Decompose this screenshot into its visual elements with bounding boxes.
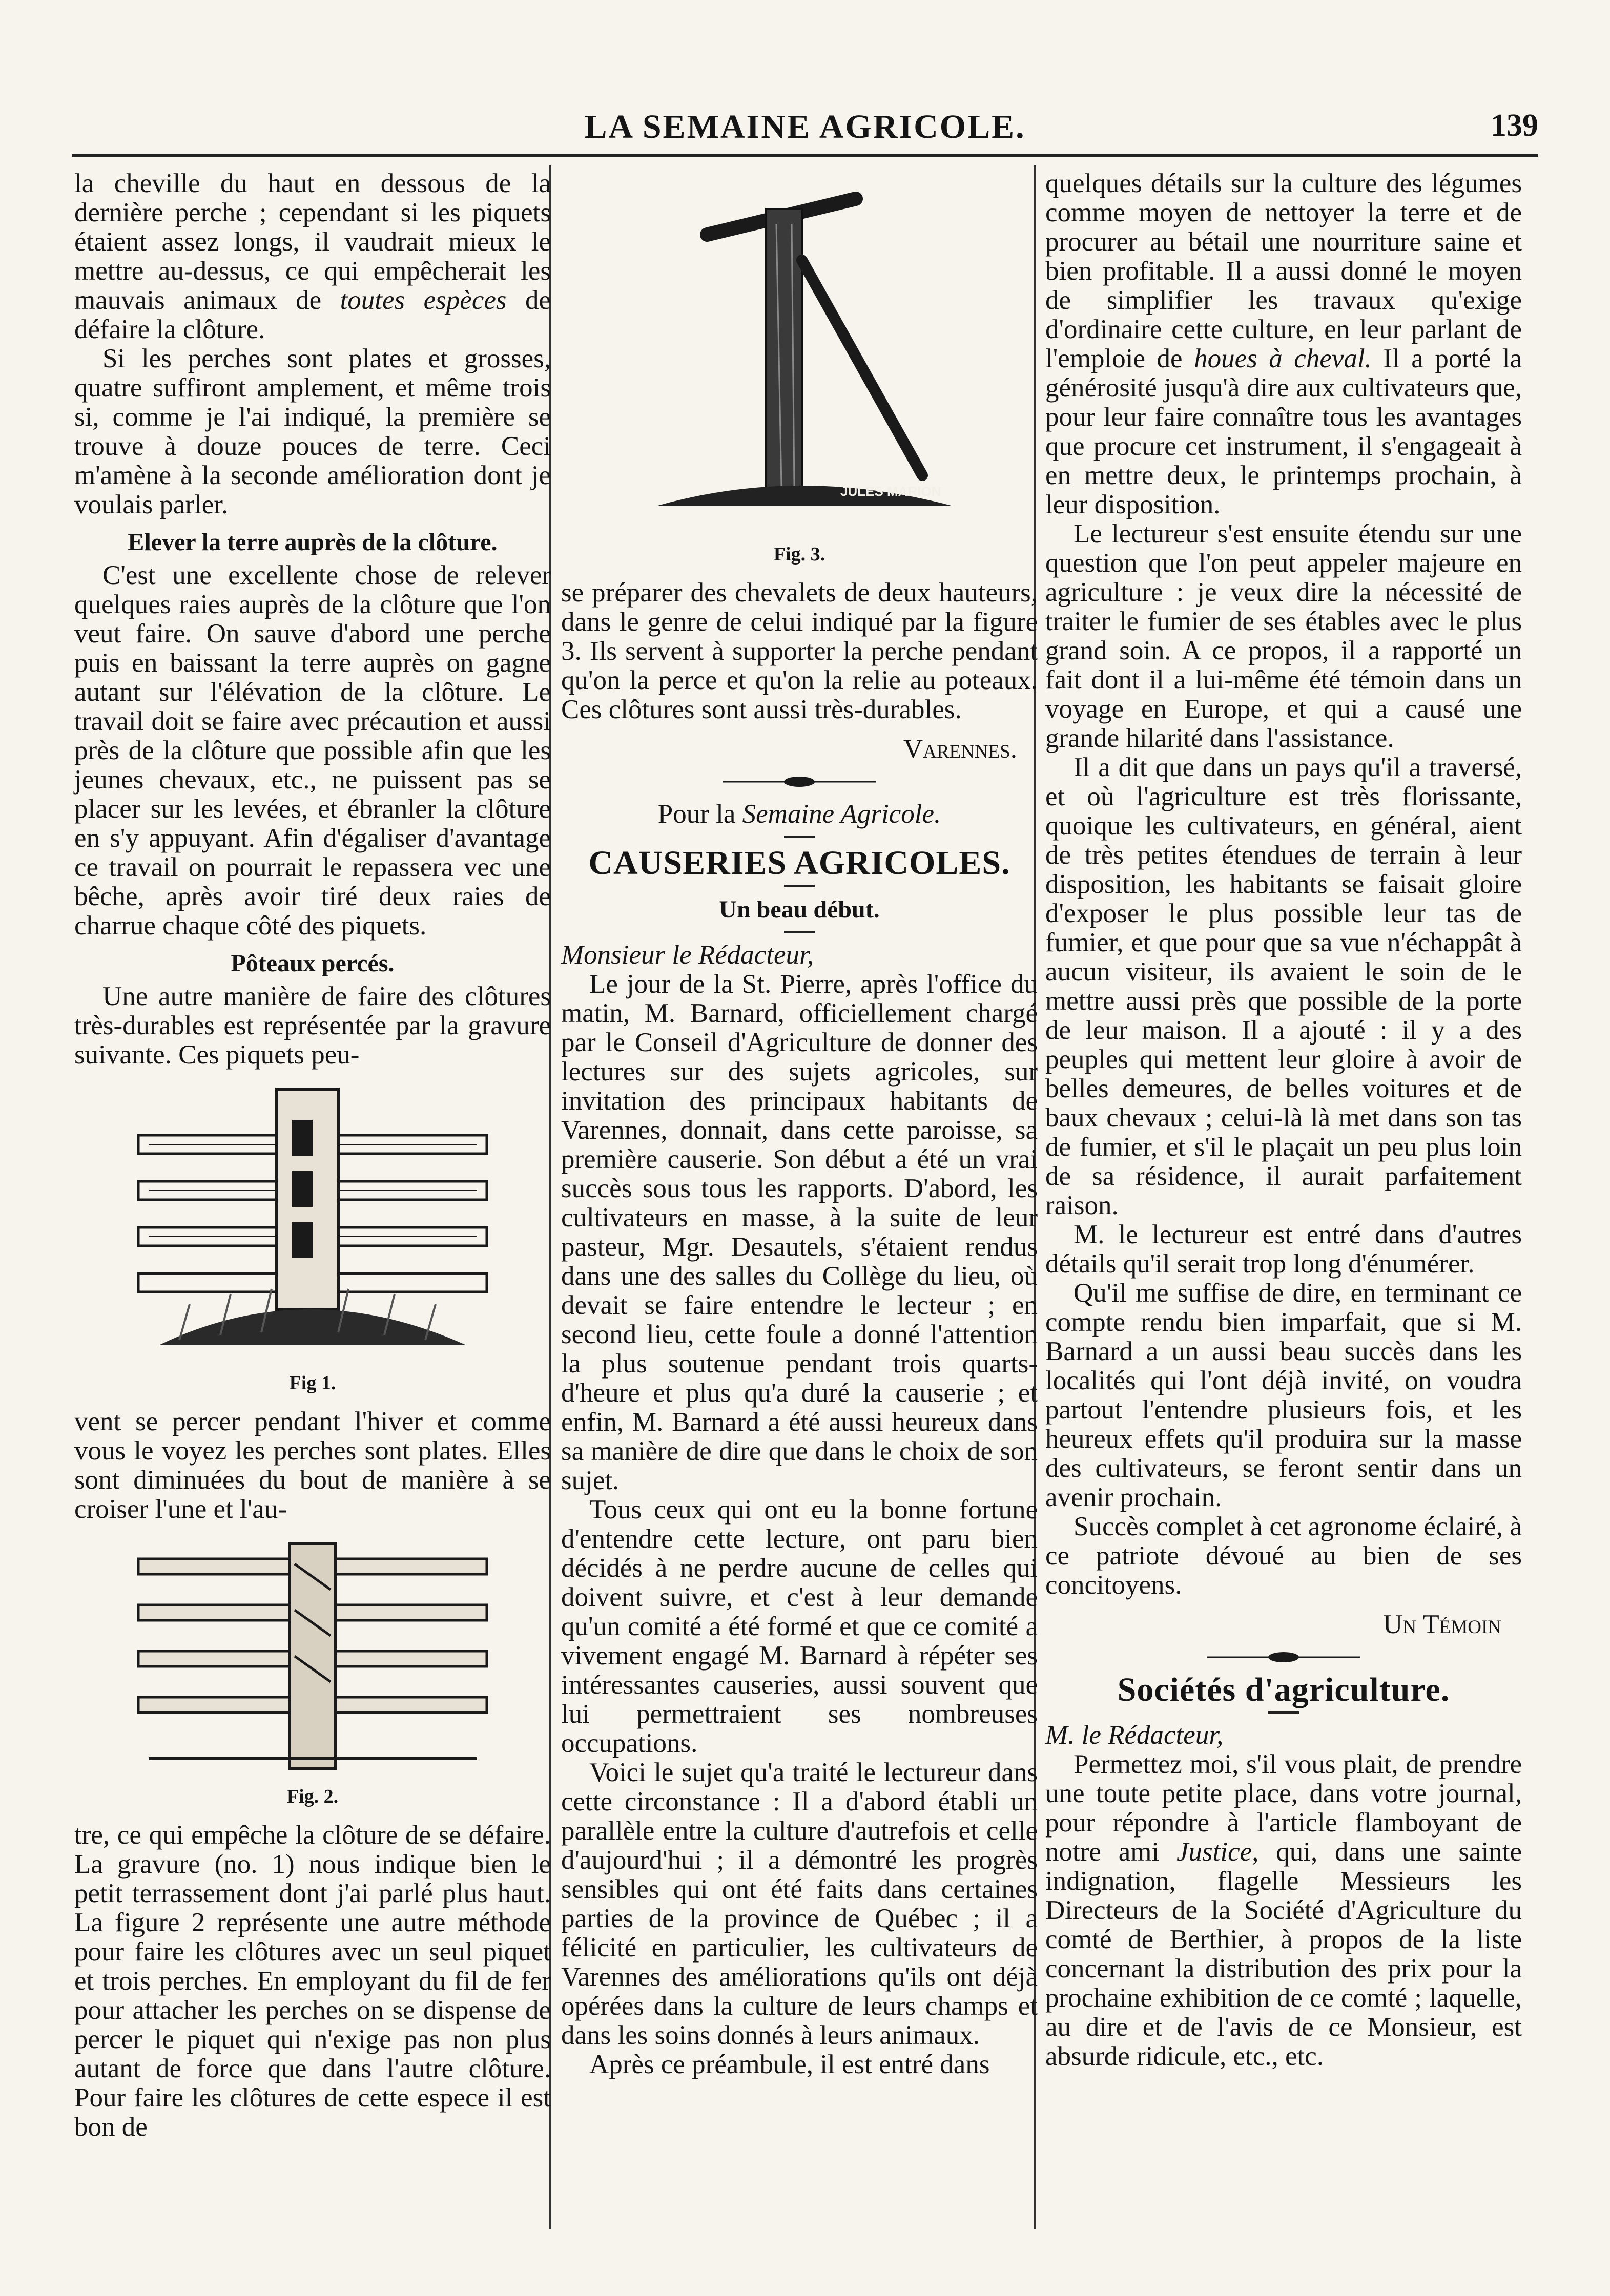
- figure-2: [74, 1533, 551, 1811]
- col3-paragraph-3: Il a dit que dans un pays qu'il a traversé, et où l'agriculture est très florissante, quoique les cultivateurs, en général, aient de très petites étendues de terrain à leur disposition, les habitants se faisait gloire d'exposer le plus possible leur tas de fumier, et que pour que sa vue n'échappât à aucun visiteur, ils avaient le soin de le mettre aussi près que possible de la porte de leur maison. Il a ajouté : il y a des peuples qui mettent leur gloire à avoir de belles demeures, de belles voitures et de baux chevaux ; celui-là là met dans son tas de fumier, et s'il le plaçait un peu plus loin de sa résidence, il aurait parfaitement raison.: [1045, 753, 1522, 1220]
- figure-3: [561, 178, 1038, 569]
- col3-paragraph-1: quelques détails sur la culture des légumes comme moyen de nettoyer la terre et de procurer au bétail une nourriture saine et bien profitable. Il a aussi donné le moyen de simplifier les travaux qu'exige d'ordinaire cette culture, en leur parlant de l'emploie de houes à cheval. Il a porté la générosité jusqu'à dire aux cultivateurs que, pour leur faire connaître tous les avantages que procure cet instrument, il s'engageait à en mettre deux, le printemps prochain, à leur disposition.: [1045, 169, 1522, 519]
- short-rule: [784, 836, 815, 838]
- col3-paragraph-6: Succès complet à cet agronome éclairé, à ce patriote dévoué au bien de ses concitoyens.: [1045, 1512, 1522, 1600]
- col1-paragraph-6: tre, ce qui empêche la clôture de se défaire. La gravure (no. 1) nous indique bien le petit terrassement dont j'ai parlé plus haut. La figure 2 représente une autre méthode pour faire les clôtures avec un seul piquet et trois perches. En employant du fil de fer pour attacher les perches on se dispense de percer le piquet qui n'exige pas non plus autant de force que dans l'autre clôture. Pour faire les clôtures de cette espece il est bon de: [74, 1820, 551, 2142]
- col3-paragraph-4: M. le lectureur est entré dans d'autres détails qu'il serait trop long d'énumérer.: [1045, 1220, 1522, 1279]
- col3-paragraph-5: Qu'il me suffise de dire, en terminant ce compte rendu bien imparfait, que si M. Barnard a un aussi beau succès dans les localités qui l'ont déjà invité, on voudra partout l'entendre plusieurs fois, et les heureux effets qu'il produira sur la masse des cultivateurs, se feront sentir dans un avenir prochain.: [1045, 1278, 1522, 1512]
- running-title: LA SEMAINE AGRICOLE.: [584, 108, 1026, 145]
- heading-societes-agriculture: Sociétés d'agriculture.: [1117, 1671, 1450, 1708]
- short-rule: [1268, 1711, 1299, 1714]
- column-3: [1045, 169, 1522, 2071]
- page-number: 139: [1491, 108, 1538, 143]
- salutation: Monsieur le Rédacteur,: [561, 940, 814, 970]
- col1-paragraph-4: Une autre manière de faire des clôtures très-durables est représentée par la gravure suivante. Ces piquets peu-: [74, 982, 551, 1070]
- header-rule: [72, 154, 1538, 157]
- col2-paragraph-5: Après ce préambule, il est entré dans: [589, 2050, 990, 2079]
- col2-paragraph-2: Le jour de la St. Pierre, après l'office du matin, M. Barnard, officiellement chargé par le Conseil d'Agriculture de donner des lectures sur des sujets agricoles, sur invitation des principaux habitants de Varennes, donnait, dans cette paroisse, sa première causerie. Son début a été un vrai succès sous tous les rapports. D'abord, les cultivateurs en masse, à la suite de leur pasteur, Mgr. Desautels, s'étaient rendus dans une des salles du Collège du lieu, où devait se faire entendre le lecteur ; en second lieu, cette foule a donné l'attention la plus soutenue pendant trois quarts-d'heure et plus qu'a duré la causerie ; et enfin, M. Barnard a été aussi heureux dans sa manière de dire que dans le choix de son sujet.: [561, 969, 1038, 1495]
- engraver-signature: JULES MARION: [840, 484, 941, 499]
- col2-paragraph-1: se préparer des chevalets de deux hauteurs, dans le genre de celui indiqué par la figure 3. Ils servent à supporter la perche pendant qu'on la perce et qu'on la relie au poteaux. Ces clôtures sont aussi très-durables.: [561, 578, 1038, 724]
- section-heading-poteaux-perces: Pôteaux percés.: [231, 950, 395, 977]
- col3-paragraph-2: Le lectureur s'est ensuite étendu sur une question que l'on peut appeler majeure en agriculture : je veux dire la nécessité de traiter le fumier de ses étables avec le plus grand soin. A ce propos, il a rapporté un fait dont il a lui-même été témoin dans un voyage en Europe, et qui a causé une grande hilarité dans l'assistance.: [1045, 519, 1522, 753]
- short-rule: [784, 885, 815, 887]
- subheading-un-beau-debut: Un beau début.: [719, 896, 880, 923]
- col1-paragraph-5: vent se percer pendant l'hiver et comme vous le voyez les perches sont plates. Elles sont diminuées du bout de manière à se croiser l'une et l'au-: [74, 1407, 551, 1524]
- page-header: [72, 108, 1538, 154]
- fence-illustration-1: [118, 1079, 507, 1366]
- section-heading-elever-terre: Elever la terre auprès de la clôture.: [128, 529, 498, 556]
- signature-un-temoin: Un Témoin: [1383, 1610, 1501, 1639]
- figure-3-caption: Fig. 3.: [773, 544, 825, 565]
- figure-2-caption: Fig. 2.: [286, 1786, 339, 1807]
- col3-paragraph-7: Permettez moi, s'il vous plait, de prendre une toute petite place, dans votre journal, pour répondre à l'article flamboyant de notre ami Justice, qui, dans une sainte indignation, flagelle Messieurs les Directeurs de la Société d'Agriculture du comté de Berthier, à propos de la liste concernant la distribution des prix pour la prochaine exhibition de ce comté ; laquelle, au dire et de l'avis de ce Monsieur, est absurde ridicule, etc., etc.: [1045, 1749, 1522, 2071]
- ornament-divider-1: [717, 774, 881, 789]
- heading-causeries-agricoles: CAUSERIES AGRICOLES.: [588, 844, 1010, 882]
- col2-paragraph-4: Voici le sujet qu'a traité le lectureur dans cette circonstance : Il a d'abord établi un parallèle entre la culture d'autrefois et celle d'aujourd'hui ; il a démontré les progrès sensibles qui ont été faits dans certaines parties de la province de Québec ; il a félicité en particulier, les cultivateurs de Varennes des améliorations qu'ils ont déjà opérées dans la culture de leurs champs et dans les soins donnés à leurs animaux.: [561, 1758, 1038, 2050]
- col1-paragraph-2: Si les perches sont plates et grosses, quatre suffiront amplement, et même trois si, comme je l'ai indiqué, la première se trouve à douze pouces de terre. Ceci m'amène à la seconde amélioration dont je voulais parler.: [74, 344, 551, 519]
- signature-varennes: Varennes.: [903, 734, 1017, 764]
- short-rule: [784, 931, 815, 933]
- pour-la-semaine: Pour la Semaine Agricole.: [657, 799, 941, 829]
- fence-illustration-2: [118, 1533, 507, 1779]
- ornament-divider-2: [1202, 1650, 1366, 1665]
- col1-paragraph-3: C'est une excellente chose de relever quelques raies auprès de la clôture que l'on veut faire. On sauve d'abord une perche puis en baissant la terre auprès on gagne autant sur l'élévation de la clôture. Le travail doit se faire avec précaution et aussi près de la clôture que possible afin que les jeunes chevaux, etc., ne puissent pas se placer sur les levées, et ébranler la clôture en s'y appuyant. Afin d'égaliser d'avantage ce travail on pourrait le repassera vec une bêche, après avoir tiré deux raies de charrue chaque côté des piquets.: [74, 560, 551, 941]
- figure-1: [74, 1079, 551, 1398]
- salutation: M. le Rédacteur,: [1045, 1720, 1224, 1750]
- col2-paragraph-3: Tous ceux qui ont eu la bonne fortune d'entendre cette lecture, ont paru bien décidés à ne perdre aucune de celles qui doivent suivre, et c'est à leur demande qu'un comité a été formé et que ce comité a vivement engagé M. Barnard à répéter ses intéressantes causeries, aussi souvent que lui permettraient ses nombreuses occupations.: [561, 1495, 1038, 1758]
- column-1: [74, 169, 551, 2142]
- sawhorse-illustration: [615, 178, 984, 537]
- figure-1-caption: Fig 1.: [289, 1372, 336, 1394]
- column-2: [561, 169, 1038, 2079]
- col1-paragraph-1: la cheville du haut en dessous de la dernière perche ; cependant si les piquets étaient assez longs, il vaudrait mieux le mettre au-dessus, ce qui empêcherait les mauvais animaux de toutes espèces de défaire la clôture.: [74, 169, 551, 344]
